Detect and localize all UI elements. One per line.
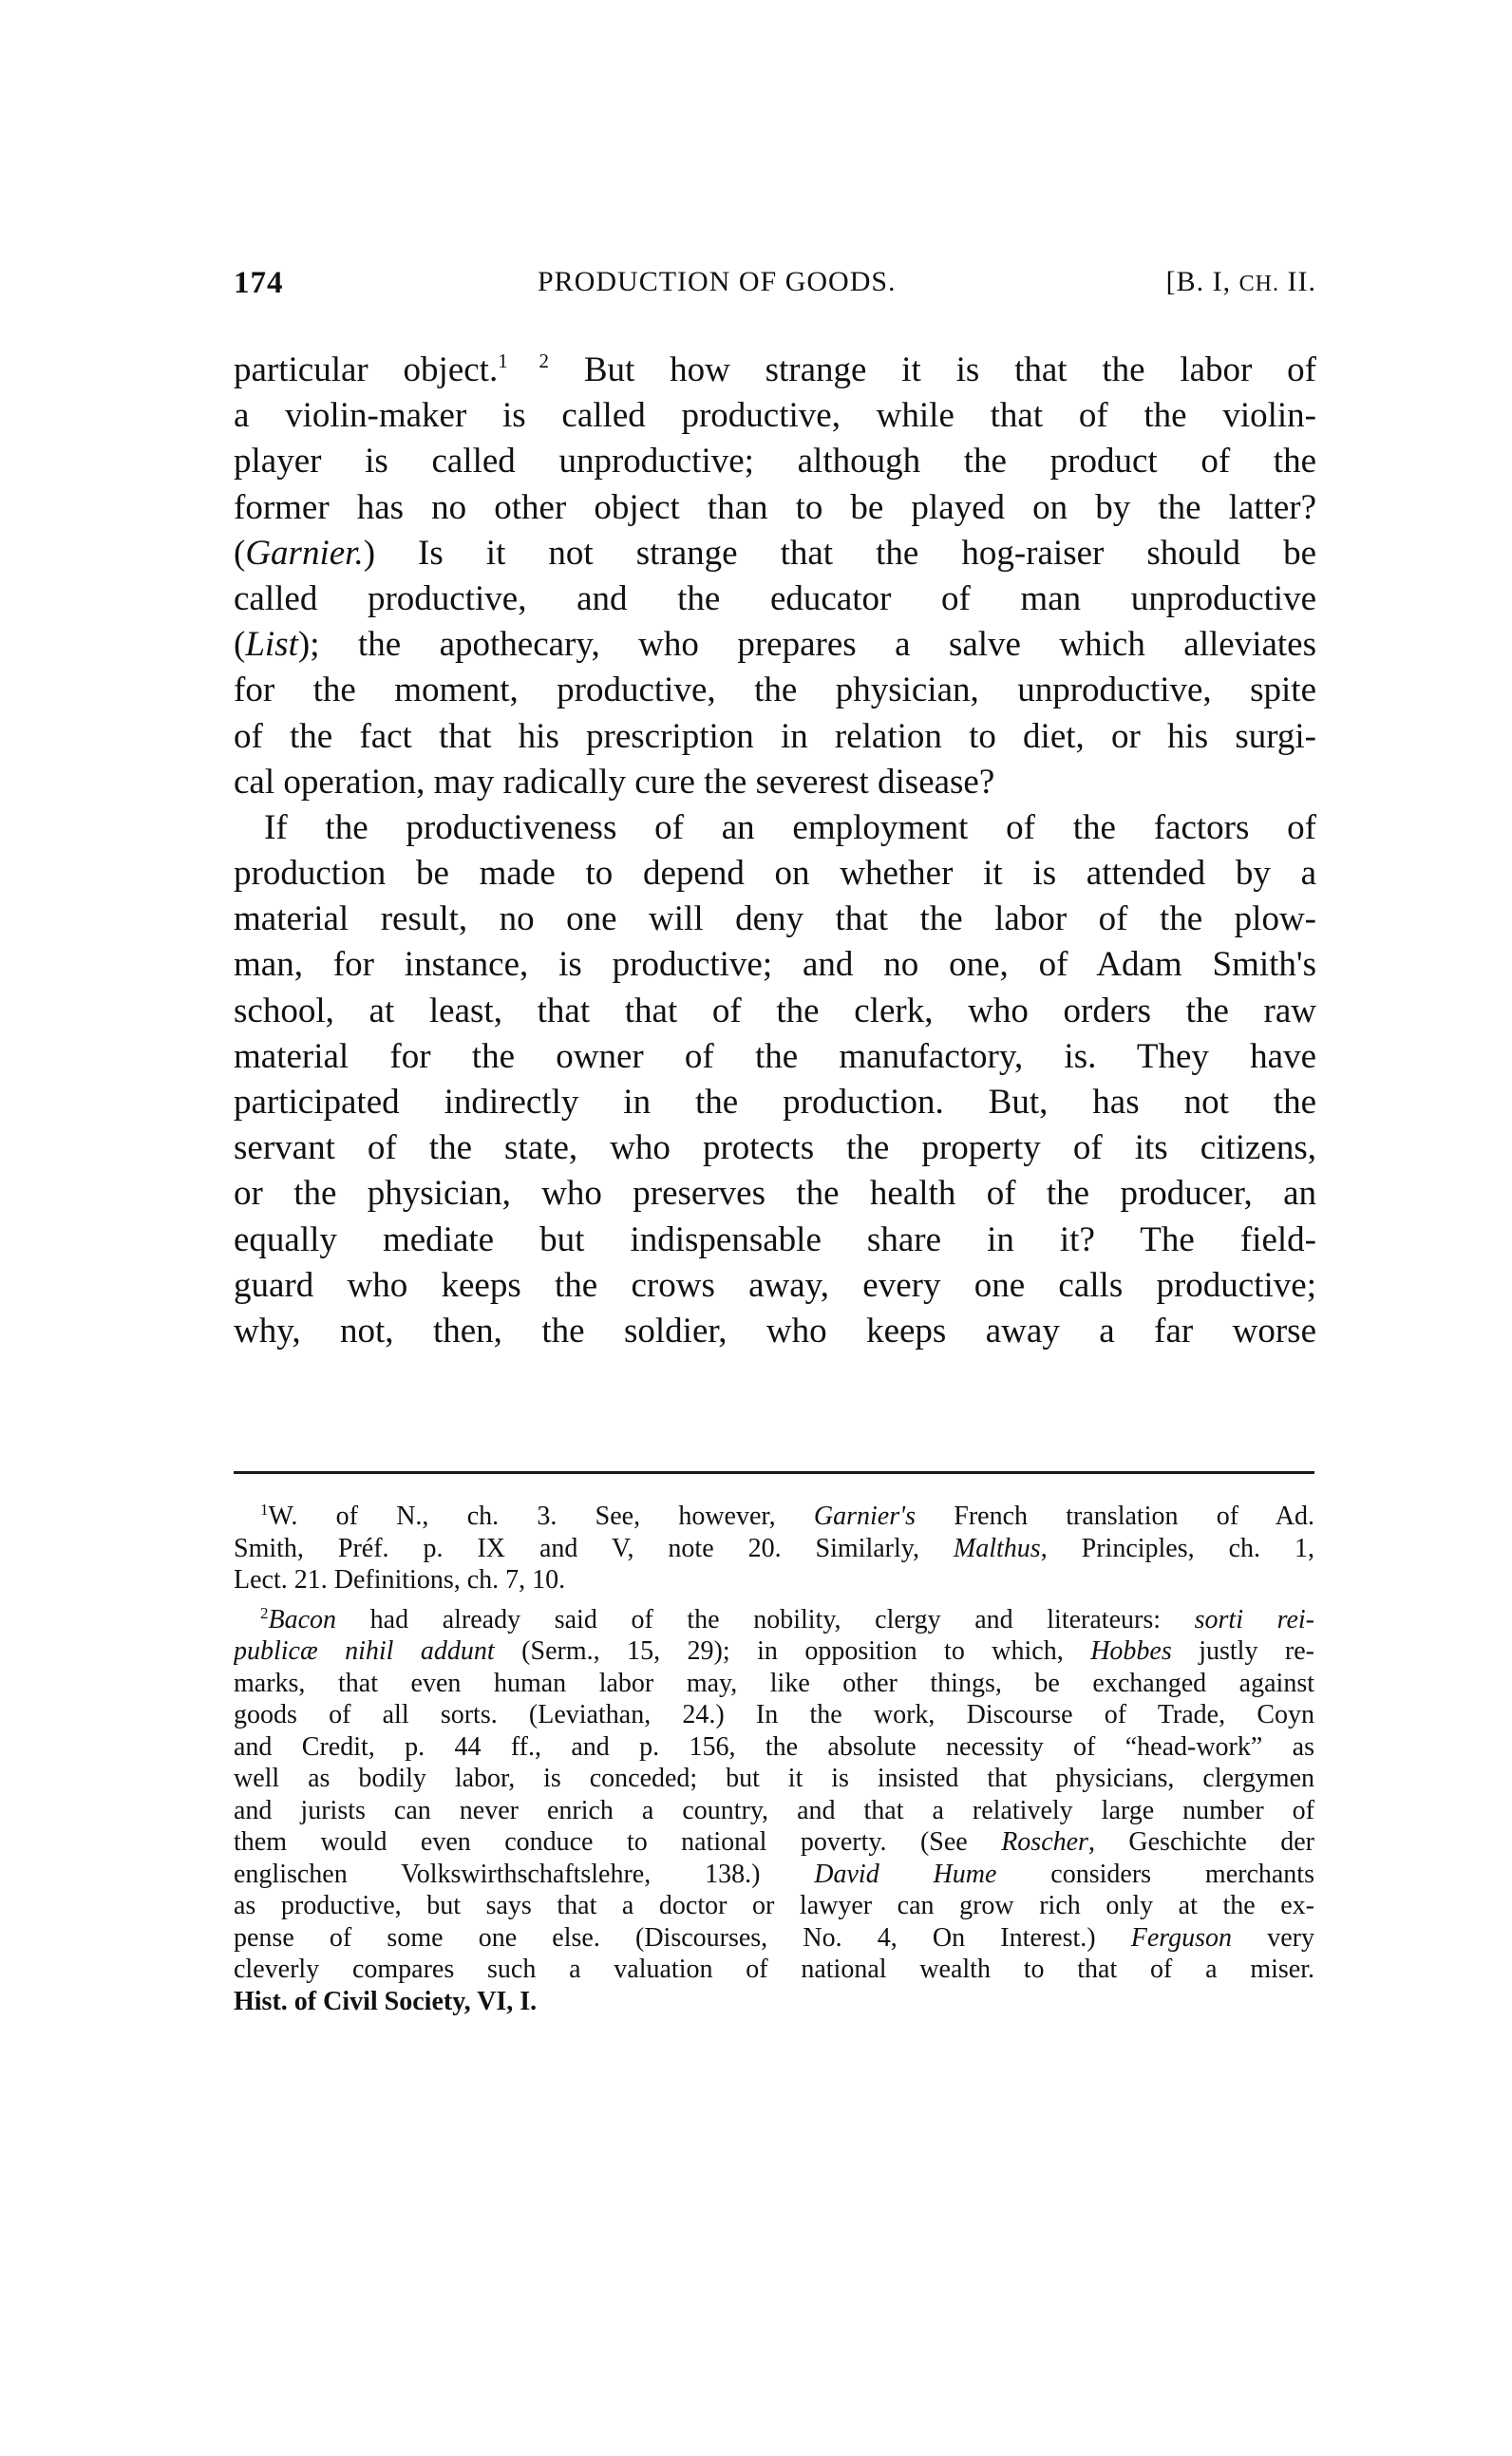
body-line: a violin-maker is called productive, while that of the violin-	[234, 396, 1316, 436]
footnote-line: well as bodily labor, is conceded; but it is insisted that physicians, clergymen	[234, 1764, 1314, 1793]
body-line: servant of the state, who protects the property of its citizens,	[234, 1128, 1316, 1168]
footnote-line: as productive, but says that a doctor or lawyer can grow rich only at the ex-	[234, 1891, 1314, 1920]
body-line: material result, no one will deny that the labor of the plow-	[234, 899, 1316, 939]
footnote-marker: 2	[260, 1603, 269, 1622]
body-line: school, at least, that that of the clerk, who orders the raw	[234, 991, 1316, 1030]
footnote-line: them would even conduce to national poverty. (See Roscher, Geschichte der	[234, 1827, 1314, 1857]
body-line: of the fact that his prescription in relation to diet, or his surgi-	[234, 716, 1316, 756]
body-line: (List); the apothecary, who prepares a salve which alleviates	[234, 625, 1316, 665]
author-name: List	[245, 625, 298, 665]
footnote-line: $^2$Bacon had already said of the nobility, clergy and literateurs: sorti rei-	[260, 1603, 1314, 1634]
footnote-line: englischen Volkswirthschaftslehre, 138.) David Hume considers merchants	[234, 1859, 1314, 1889]
footnote-line: cleverly compares such a valuation of national wealth to that of a miser.	[234, 1955, 1314, 1984]
running-title: PRODUCTION OF GOODS.	[538, 266, 897, 297]
footnote-line: and Credit, p. 44 ff., and p. 156, the absolute necessity of “head-work” as	[234, 1731, 1314, 1762]
footnote-ref: 1 2	[498, 350, 550, 372]
body-line: cal operation, may radically cure the severest disease?	[234, 762, 995, 802]
footnote-line: Smith, Préf. p. IX and V, note 20. Similarly, Malthus, Principles, ch. 1,	[234, 1533, 1314, 1563]
body-line: or the physician, who preserves the health of the producer, an	[234, 1174, 1316, 1214]
body-line: production be made to depend on whether it is attended by a	[234, 854, 1316, 894]
footnote-2	[234, 1604, 1314, 2018]
running-head	[234, 266, 1316, 313]
footnote-1	[234, 1501, 1314, 1596]
footnote-line: goods of all sorts. (Leviathan, 24.) In the work, Discourse of Trade, Coyn	[234, 1700, 1314, 1729]
body-line: player is called unproductive; although the product of the	[234, 442, 1316, 482]
body-line: equally mediate but indispensable share in it? The field-	[234, 1219, 1316, 1259]
body-line: former has no other object than to be played on by the latter?	[234, 487, 1316, 527]
chapter-reference: [B. I, CH. II.	[1165, 266, 1316, 297]
footnote-line: $^1$W. of N., ch. 3. See, however, Garnier's French translation of Ad.	[260, 1501, 1314, 1531]
author-name: Garnier.	[245, 533, 364, 573]
footnote-line: marks, that even human labor may, like other things, be exchanged against	[234, 1668, 1314, 1698]
body-line: (Garnier.) Is it not strange that the hog-raiser should be	[234, 533, 1316, 573]
footnote-marker: 1	[260, 1501, 269, 1519]
footnote-line: and jurists can never enrich a country, and that a relatively large number of	[234, 1795, 1314, 1825]
footnote-line: Lect. 21. Definitions, ch. 7, 10.	[234, 1565, 566, 1595]
footnote-line: pense of some one else. (Discourses, No. 4, On Interest.) Ferguson very	[234, 1922, 1314, 1953]
footnotes	[234, 1501, 1314, 2017]
footnote-line: publicæ nihil addunt (Serm., 15, 29); in opposition to which, Hobbes justly re-	[234, 1636, 1314, 1666]
footnote-line: Hist. of Civil Society, VI, I.	[234, 1986, 538, 2016]
footnote-divider	[234, 1471, 1314, 1474]
body-line: guard who keeps the crows away, every one calls productive;	[234, 1265, 1316, 1305]
body-line: material for the owner of the manufactory, is. They have	[234, 1036, 1316, 1076]
body-text	[234, 348, 1316, 1354]
body-line: for the moment, productive, the physician, unproductive, spite	[234, 671, 1316, 710]
body-line: particular object.$^{1 2}$ But how strange it is that the labor of	[234, 350, 1316, 389]
body-line: participated indirectly in the production. But, has not the	[234, 1083, 1316, 1122]
body-line: why, not, then, the soldier, who keeps away a far worse	[234, 1311, 1316, 1351]
body-line: If the productiveness of an employment of the factors of	[264, 807, 1316, 847]
page-number: 174	[234, 266, 284, 300]
body-line: man, for instance, is productive; and no one, of Adam Smith's	[234, 945, 1316, 985]
body-line: called productive, and the educator of man unproductive	[234, 578, 1316, 618]
